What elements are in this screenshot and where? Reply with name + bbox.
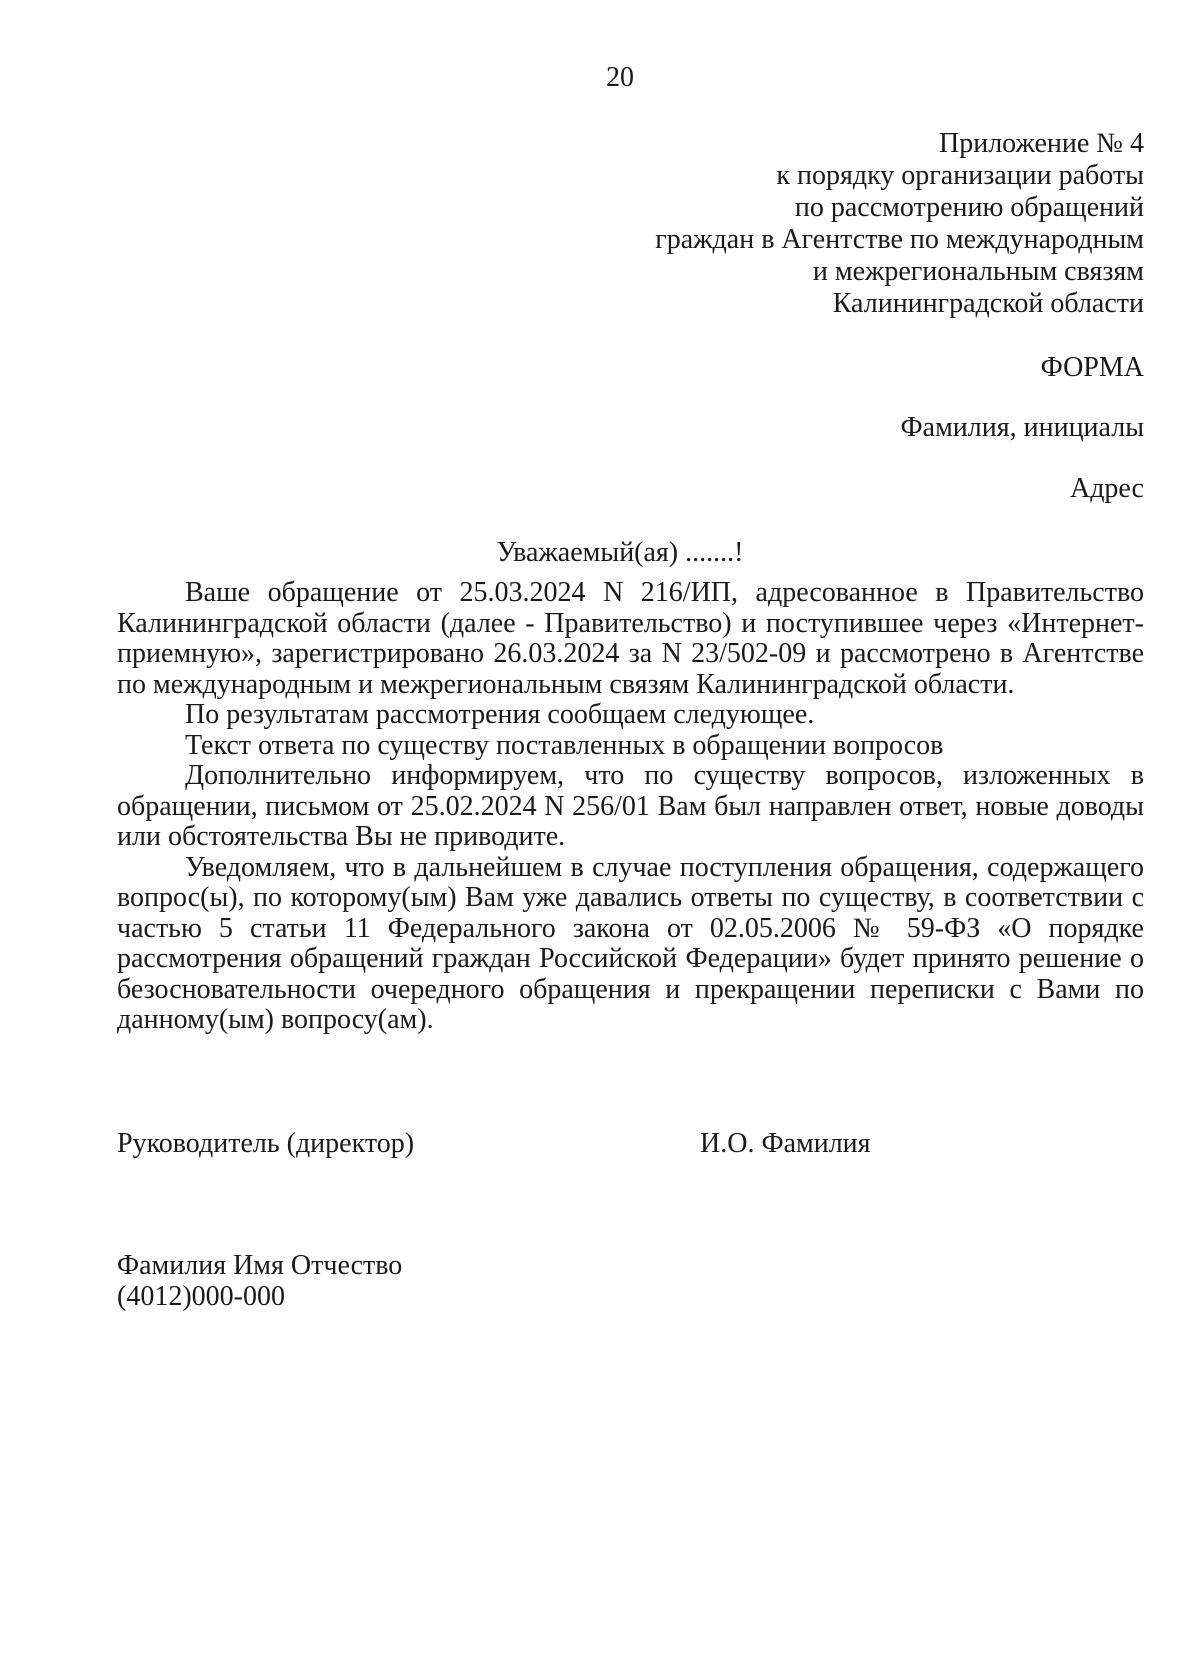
executor-name: Фамилия Имя Отчество <box>117 1250 403 1281</box>
letter-body <box>117 578 1144 1036</box>
executor-block <box>117 1250 402 1312</box>
appendix-line: граждан в Агентстве по международным <box>655 224 1144 255</box>
greeting: Уважаемый(ая) .......! <box>496 537 744 568</box>
page-number: 20 <box>606 62 634 93</box>
body-paragraph: Дополнительно информируем, что по существу вопросов, изложенных в обращении, письмом от 25.02.2024 N 256/01 Вам был направлен ответ, новые доводы или обстоятельства Вы не приводите. <box>117 760 1144 852</box>
appendix-header <box>655 128 1144 320</box>
appendix-line: Калининградской области <box>832 288 1144 319</box>
appendix-line: и межрегиональным связям <box>812 256 1144 287</box>
appendix-line: по рассмотрению обращений <box>794 192 1144 223</box>
signature-title: Руководитель (директор) <box>117 1128 415 1159</box>
appendix-line: Приложение № 4 <box>939 128 1144 159</box>
signature-name: И.О. Фамилия <box>700 1128 871 1159</box>
body-paragraph: По результатам рассмотрения сообщаем следующее. <box>185 699 815 730</box>
body-paragraph: Уведомляем, что в дальнейшем в случае поступления обращения, содержащего вопрос(ы), по которому(ым) Вам уже давались ответы по существу, в соответствии с частью 5 статьи 11 Федерального закона от 02.05.2006 № 59-ФЗ «О порядке рассмотрения обращений граждан Российской Федерации» будет принято решение о безосновательности очередного обращения и прекращении переписки с Вами по данному(ым) вопросу(ам). <box>117 851 1144 1035</box>
recipient-name: Фамилия, инициалы <box>900 412 1144 443</box>
body-paragraph: Текст ответа по существу поставленных в обращении вопросов <box>185 729 944 761</box>
body-paragraph: Ваше обращение от 25.03.2024 N 216/ИП, адресованное в Правительство Калининградской области (далее - Правительство) и поступившее через «Интернет-приемную», зарегистрировано 26.03.2024 за N 23/502-09 и рассмотрено в Агентстве по международным и межрегиональным связям Калининградской области. <box>117 577 1144 700</box>
executor-phone: (4012)000-000 <box>117 1281 285 1312</box>
recipient-address: Адрес <box>1069 473 1144 504</box>
form-label: ФОРМА <box>1040 352 1144 383</box>
appendix-line: к порядку организации работы <box>776 160 1144 191</box>
